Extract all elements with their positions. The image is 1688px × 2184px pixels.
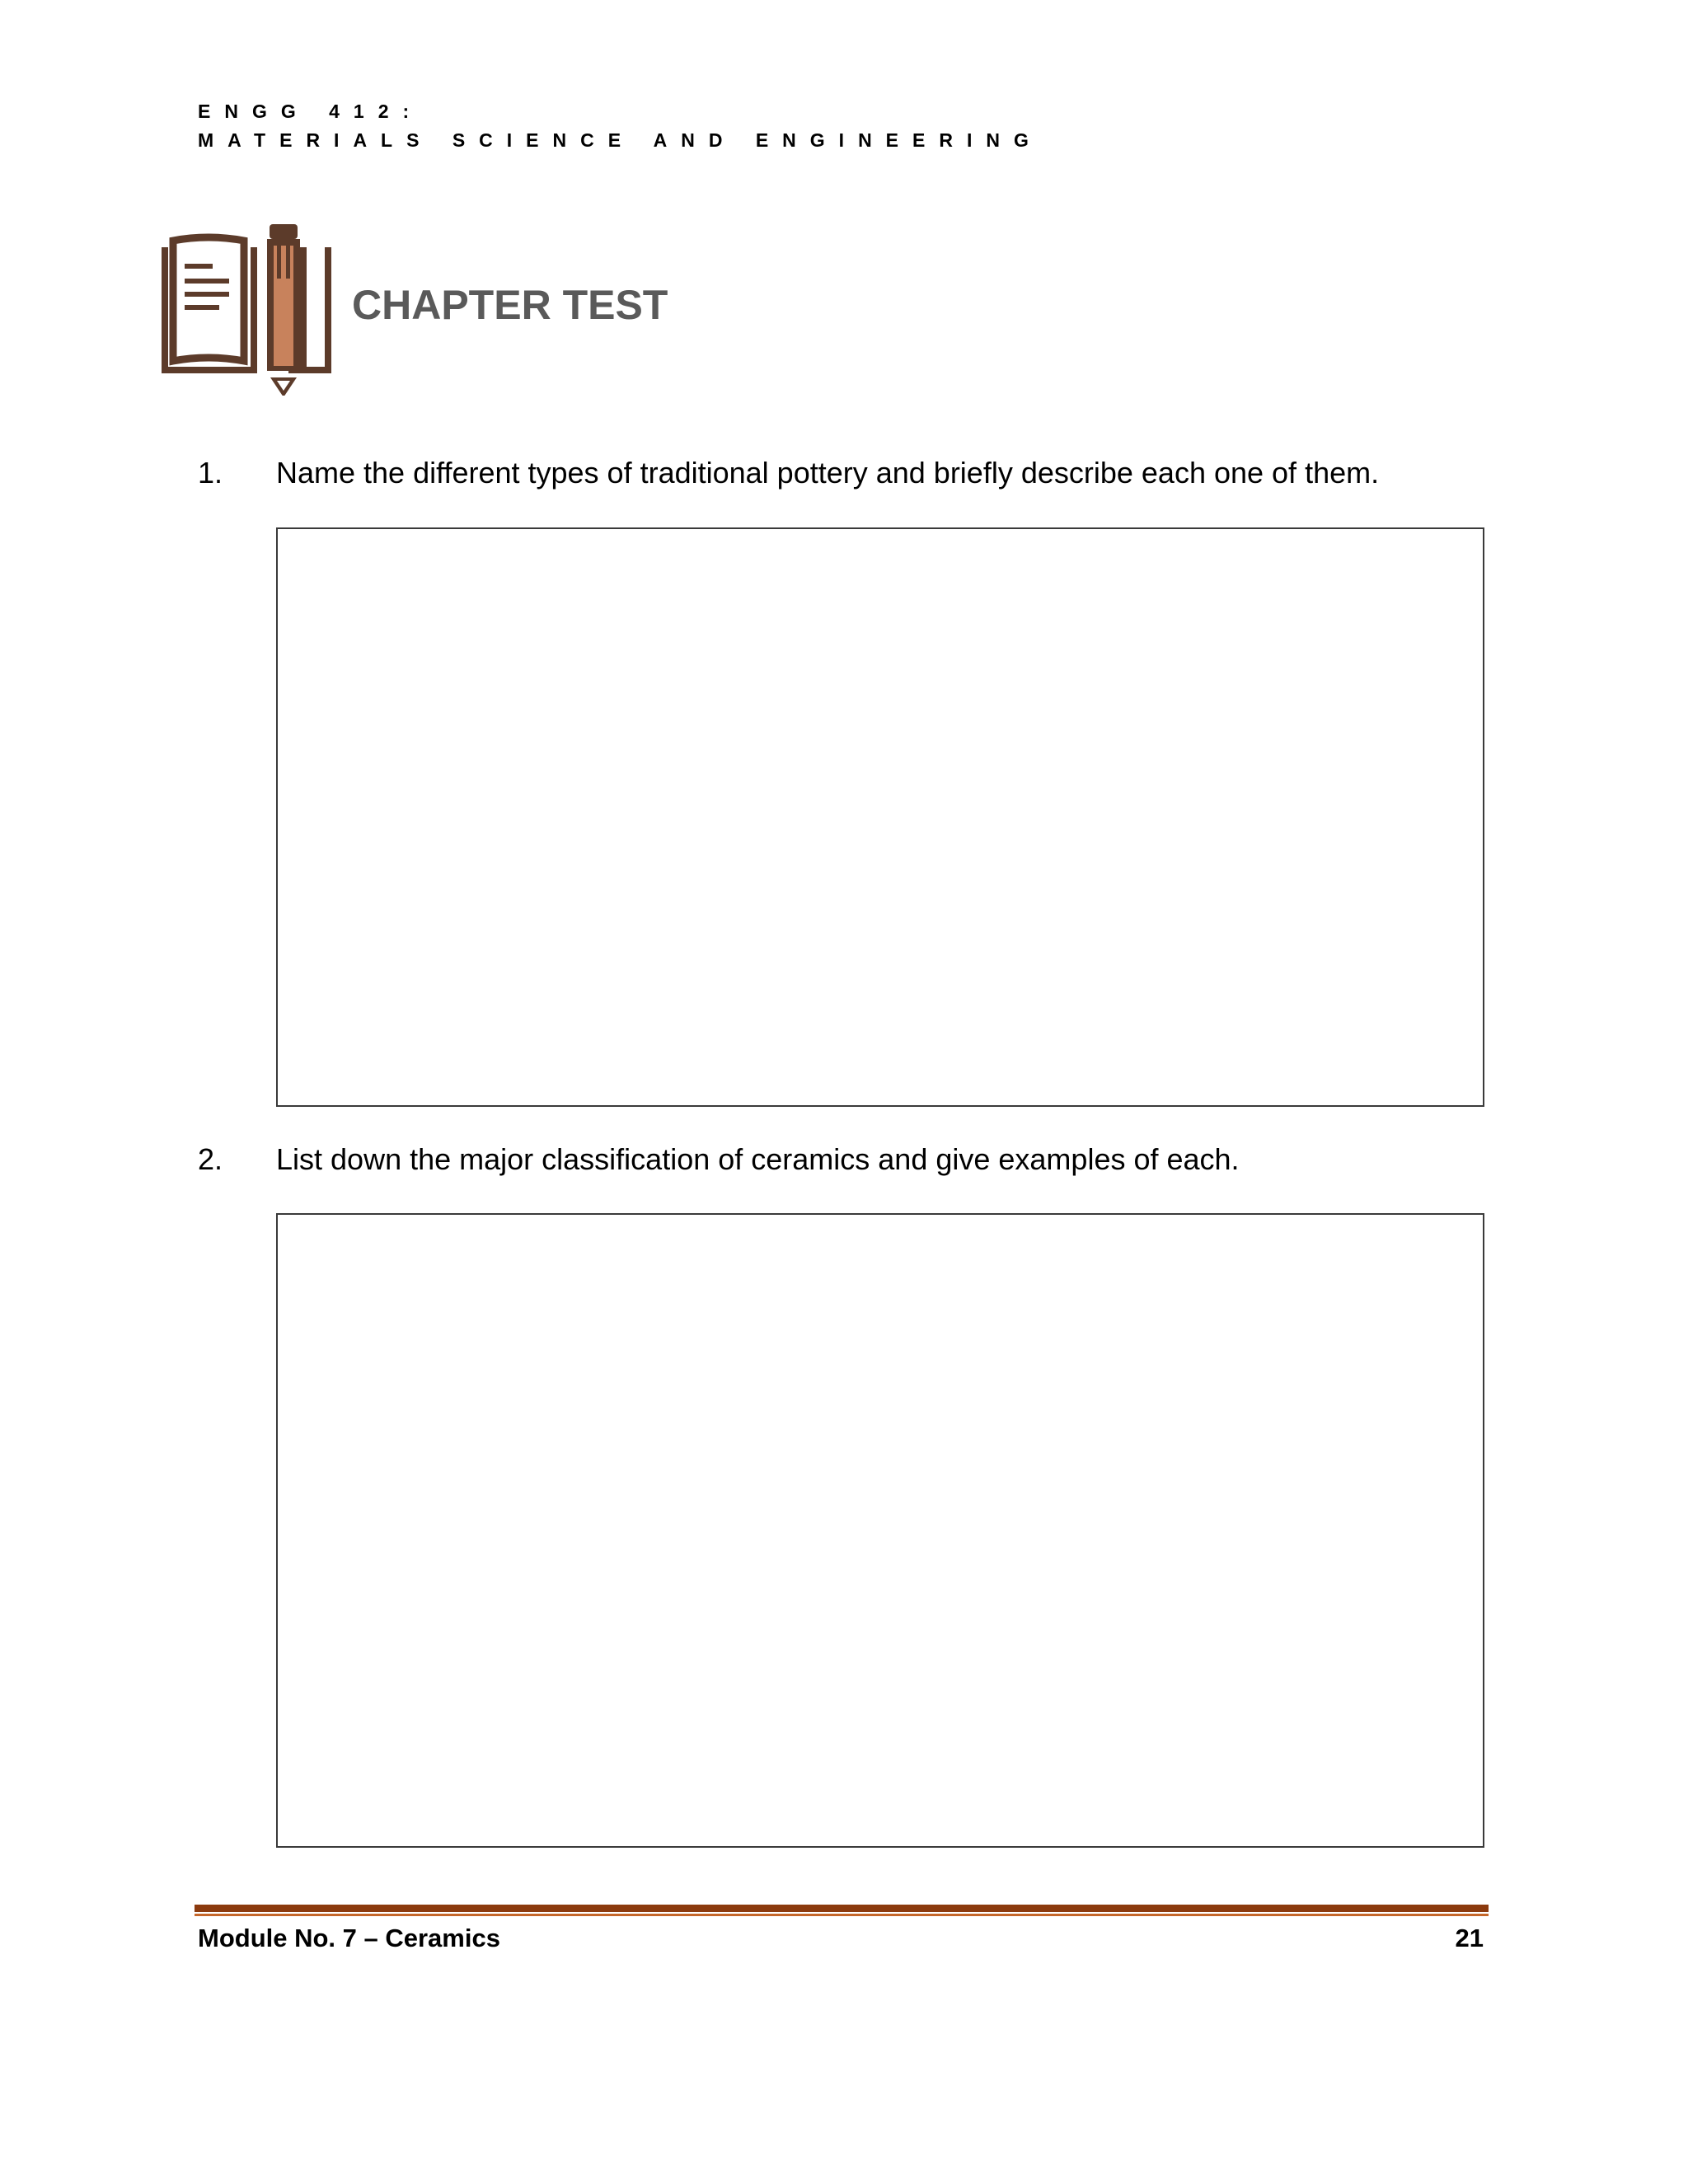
page-line-1	[185, 264, 213, 269]
course-title: MATERIALS SCIENCE AND ENGINEERING	[198, 129, 1043, 151]
question-text: Name the different types of traditional pottery and briefly describe each one of them.	[276, 456, 1380, 490]
answer-box-2[interactable]	[276, 1213, 1484, 1848]
question-number: 2.	[198, 1142, 223, 1176]
question-text: List down the major classification of ceramics and give examples of each.	[276, 1142, 1240, 1176]
page-title: CHAPTER TEST	[352, 282, 668, 328]
pencil-cap	[270, 224, 298, 239]
course-code: ENGG 412:	[198, 101, 424, 122]
book-and-pencil-icon	[158, 223, 335, 396]
page-line-3	[185, 292, 229, 297]
footer-divider	[195, 1905, 1489, 1912]
question-number: 1.	[198, 456, 223, 490]
footer-module-label: Module No. 7 – Ceramics	[198, 1924, 500, 1952]
pencil-stripe-2	[286, 246, 290, 279]
question-item	[198, 455, 1379, 491]
page-line-2	[185, 279, 229, 284]
footer-divider-accent	[195, 1914, 1489, 1916]
answer-box-1[interactable]	[276, 527, 1484, 1107]
page-line-4	[185, 305, 219, 310]
question-item	[198, 1141, 1240, 1178]
pencil-stripe-1	[277, 246, 281, 279]
book-left-page-shape	[173, 237, 244, 361]
pencil-body	[274, 246, 293, 366]
page-number: 21	[1455, 1924, 1484, 1952]
